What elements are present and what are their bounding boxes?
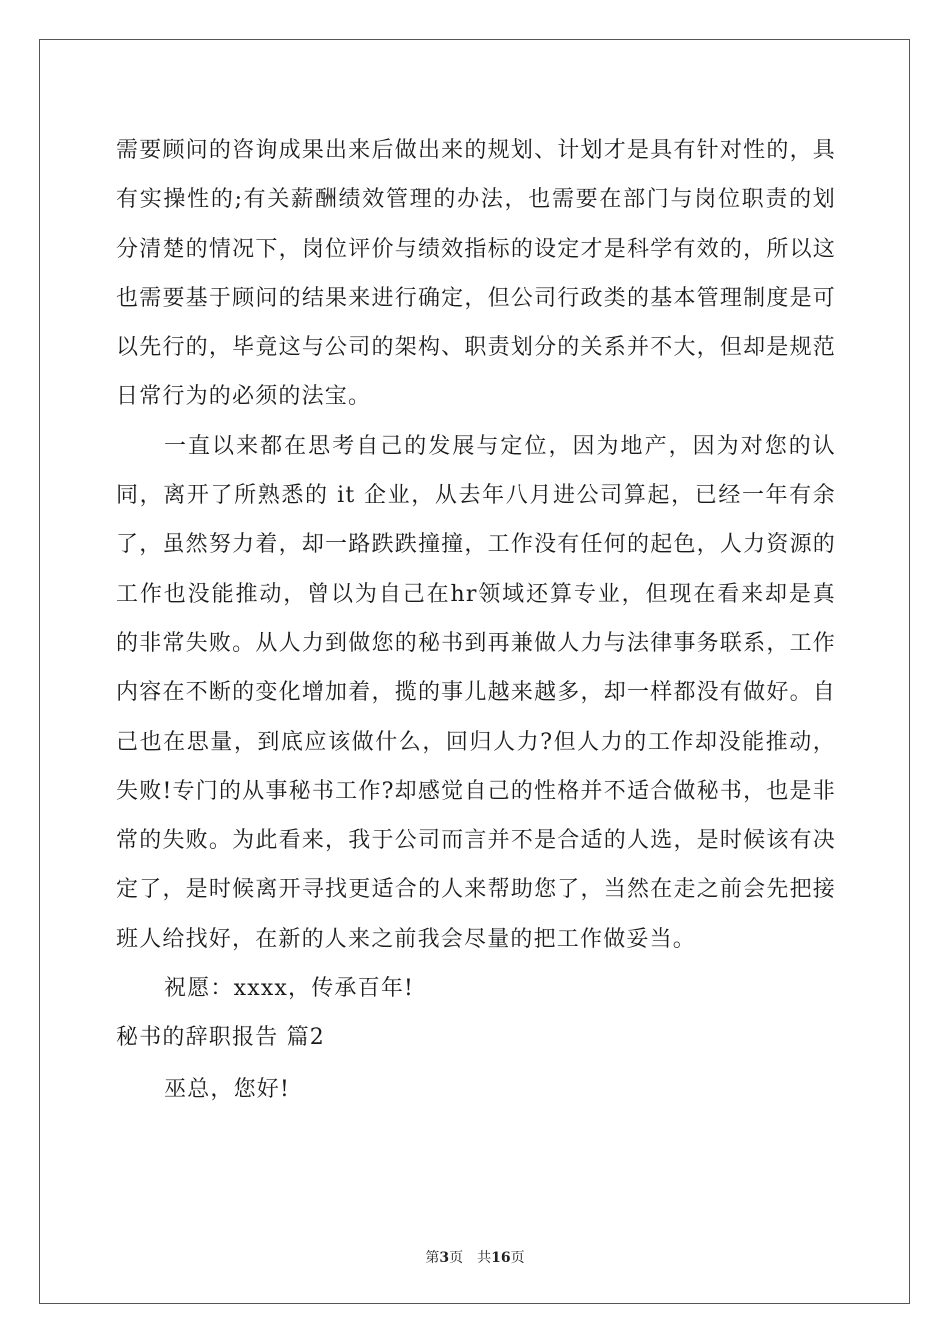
section-heading: 秘书的辞职报告 篇2 (116, 1025, 325, 1051)
greeting-line: 巫总，您好! (164, 1076, 291, 1102)
page-prefix: 第 (425, 1250, 440, 1266)
paragraph-2: 一直以来都在思考自己的发展与定位，因为地产，因为对您的认同，离开了所熟悉的 it 企业，从去年八月进公司算起，已经一年有余了，虽然努力着，却一路跌跌撞撞，工作没有任何的起色，人力资源的工作也没能推动，曾以为自己在hr领域还算专业，但现在看来却是真的非常失败。从人力到做您的秘书到再兼做人力与法律事务联系，工作内容在不断的变化增加着，揽的事儿越来越多，却一样都没有做好。自己也在思量，到底应该做什么，回归人力?但人力的工作却没能推动，失败!专门的从事秘书工作?却感觉自己的性格并不适合做秘书，也是非常的失败。为此看来，我于公司而言并不是合适的人选，是时候该有决定了，是时候离开寻找更适合的人来帮助您了，当然在走之前会先把接班人给找好，在新的人来之前我会尽量的把工作做妥当。 (116, 433, 836, 952)
total-pages: 16 (491, 1250, 511, 1266)
total-suffix: 页 (510, 1250, 525, 1266)
page-number: 3 (439, 1250, 450, 1266)
page-suffix: 页 (449, 1250, 464, 1266)
paragraph-1: 需要顾问的咨询成果出来后做出来的规划、计划才是具有针对性的，具有实操性的;有关薪酬绩效管理的办法，也需要在部门与岗位职责的划分清楚的情况下，岗位评价与绩效指标的设定才是科学有效的，所以这也需要基于顾问的结果来进行确定，但公司行政类的基本管理制度是可以先行的，毕竟这与公司的架构、职责划分的关系并不大，但却是规范日常行为的必须的法宝。 (116, 138, 836, 410)
total-prefix: 共 (477, 1250, 492, 1266)
document-body (116, 126, 836, 1114)
closing-line: 祝愿：xxxx，传承百年! (164, 976, 415, 1002)
page-footer (0, 1247, 950, 1267)
